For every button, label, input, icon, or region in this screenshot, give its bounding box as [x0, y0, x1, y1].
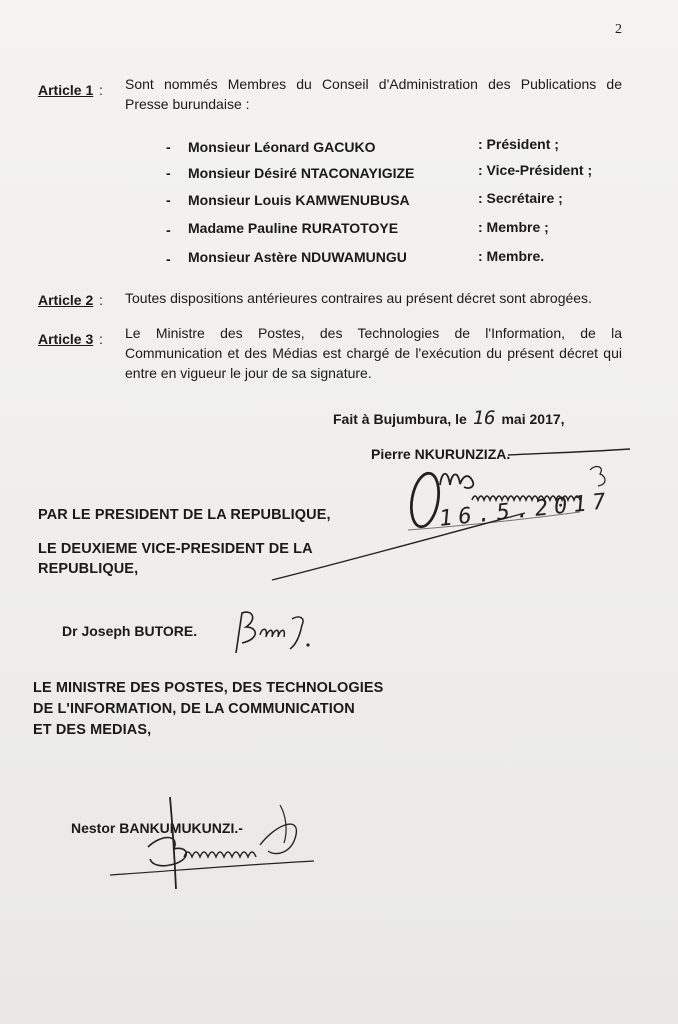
member-role: : Membre. [478, 248, 545, 264]
article-3-label: Article 3 [38, 331, 94, 347]
article-2-colon: : [99, 292, 103, 308]
member-role: : Secrétaire ; [478, 190, 563, 206]
place-date-suffix: mai 2017, [497, 411, 565, 427]
place-date [333, 407, 565, 429]
vice-president-title-line-2: REPUBLIQUE, [38, 561, 139, 577]
place-date-prefix: Fait à Bujumbura, le [333, 411, 471, 427]
president-name: Pierre NKURUNZIZA. [371, 446, 511, 462]
article-3-line-3: entre en vigueur le jour de sa signature. [125, 365, 372, 381]
minister-title-line-2: DE L'INFORMATION, DE LA COMMUNICATION [33, 701, 355, 717]
article-3-line-1: Le Ministre des Postes, des Technologies de l'Information, de la [125, 325, 622, 341]
minister-title-line-1: LE MINISTRE DES POSTES, DES TECHNOLOGIES [33, 680, 384, 696]
vice-president-signature [228, 605, 318, 660]
minister-name: Nestor BANKUMUKUNZI.- [71, 820, 243, 836]
article-2-label: Article 2 [38, 292, 94, 308]
member-dash: - [166, 222, 171, 238]
page-number: 2 [615, 22, 622, 37]
member-dash: - [166, 165, 171, 181]
vice-president-name: Dr Joseph BUTORE. [62, 623, 198, 639]
member-name: Monsieur Louis KAMWENUBUSA [188, 192, 410, 208]
article-1-label: Article 1 [38, 82, 94, 98]
president-signature-date: 16.5.2017 [438, 488, 613, 532]
member-dash: - [166, 139, 171, 155]
article-1-line-1: Sont nommés Membres du Conseil d'Administration des Publications de [125, 76, 622, 92]
article-1-colon: : [99, 82, 103, 98]
minister-title-line-3: ET DES MEDIAS, [33, 722, 152, 738]
member-role: : Vice-Président ; [478, 162, 593, 178]
article-1-line-2: Presse burundaise : [125, 96, 250, 112]
place-date-day: 16 [472, 407, 496, 429]
article-1-text [125, 74, 622, 114]
article-2-text: Toutes dispositions antérieures contraires au présent décret sont abrogées. [125, 290, 592, 306]
member-name: Monsieur Astère NDUWAMUNGU [188, 249, 407, 265]
member-dash: - [166, 251, 171, 267]
article-3-colon: : [99, 331, 103, 347]
member-name: Monsieur Désiré NTACONAYIGIZE [188, 165, 415, 181]
member-name: Monsieur Léonard GACUKO [188, 139, 376, 155]
by-president-heading: PAR LE PRESIDENT DE LA REPUBLIQUE, [38, 507, 331, 523]
vice-president-title-line-1: LE DEUXIEME VICE-PRESIDENT DE LA [38, 541, 313, 557]
article-3-text [125, 323, 622, 383]
member-role: : Président ; [478, 136, 559, 152]
article-3-line-2: Communication et des Médias est chargé de l'exécution du présent décret qui [125, 345, 622, 361]
minister-signature [100, 795, 320, 895]
member-role: : Membre ; [478, 219, 549, 235]
member-name: Madame Pauline RURATOTOYE [188, 220, 399, 236]
member-dash: - [166, 192, 171, 208]
